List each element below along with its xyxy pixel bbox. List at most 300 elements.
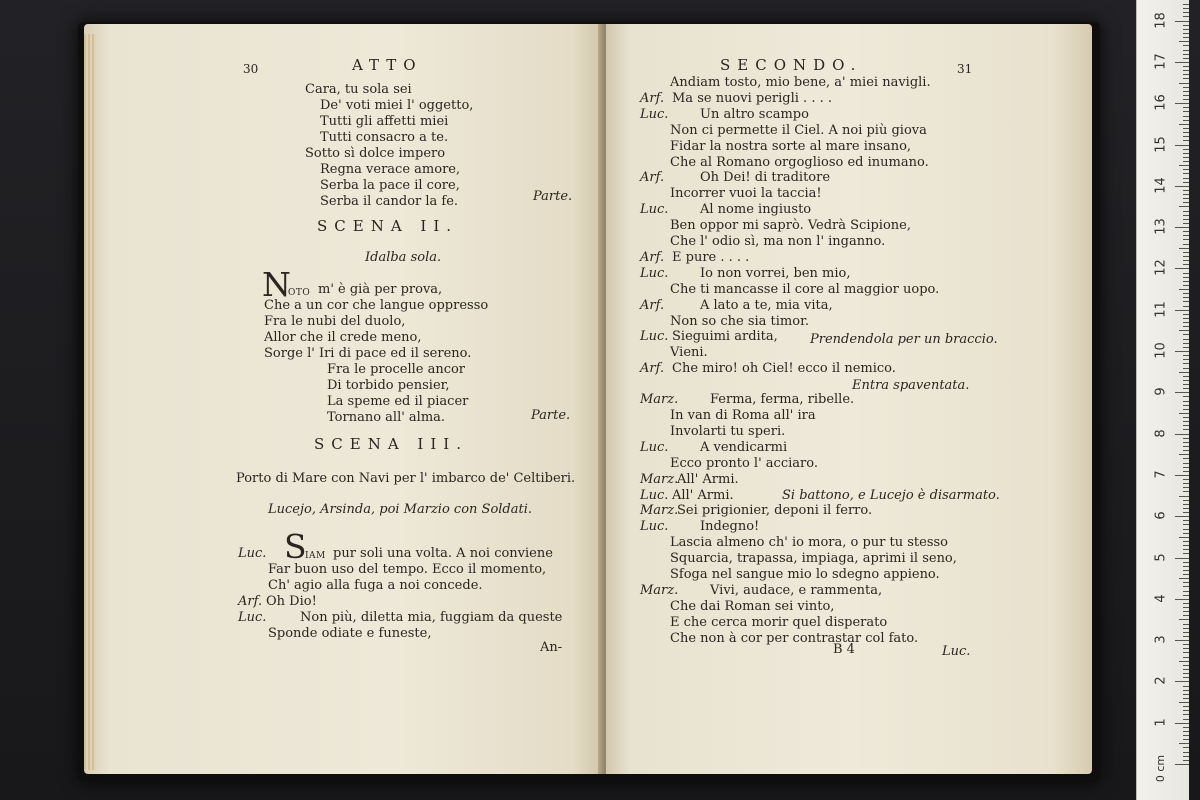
ruler-tick bbox=[1179, 83, 1189, 84]
ruler-tick bbox=[1183, 74, 1189, 75]
ruler-tick bbox=[1183, 334, 1189, 335]
ruler-number: 5 bbox=[1153, 552, 1169, 562]
ruler-tick bbox=[1183, 256, 1189, 257]
ruler-number: 10 bbox=[1153, 342, 1169, 359]
ruler-tick bbox=[1183, 504, 1189, 505]
verse-line: Fra le procelle ancor bbox=[327, 362, 466, 377]
ruler-tick bbox=[1183, 244, 1189, 245]
scene-heading: SCENA III. bbox=[314, 435, 468, 453]
dialogue-line: Non so che sia timor. bbox=[670, 313, 809, 329]
ruler-tick bbox=[1183, 4, 1189, 5]
dialogue-line: Indegno! bbox=[700, 519, 760, 535]
ruler-tick bbox=[1183, 491, 1189, 492]
ruler-tick bbox=[1183, 483, 1189, 484]
ruler-tick bbox=[1183, 235, 1189, 236]
dialogue-line: Far buon uso del tempo. Ecco il momento, bbox=[268, 562, 547, 577]
ruler-tick bbox=[1183, 347, 1189, 348]
ruler-tick bbox=[1183, 66, 1189, 67]
ruler-number: 16 bbox=[1153, 94, 1169, 111]
ruler-tick bbox=[1179, 537, 1189, 538]
ruler-tick bbox=[1183, 157, 1189, 158]
ruler-tick bbox=[1183, 698, 1189, 699]
dialogue-line: A lato a te, mia vita, bbox=[700, 297, 833, 313]
verse-line: Serba il candor la fe. bbox=[320, 194, 459, 209]
ruler-tick bbox=[1183, 450, 1189, 451]
ruler-tick bbox=[1179, 413, 1189, 414]
ruler-tick bbox=[1183, 223, 1189, 224]
dialogue-line: Fidar la nostra sorte al mare insano, bbox=[670, 138, 912, 154]
verse-line: Di torbido pensier, bbox=[327, 378, 450, 393]
ruler-tick bbox=[1183, 78, 1189, 79]
ruler-tick bbox=[1183, 91, 1189, 92]
ruler-tick bbox=[1175, 103, 1189, 104]
speaker-label: Marz. bbox=[640, 471, 679, 487]
ruler-tick bbox=[1175, 475, 1189, 476]
verse-line: Allor che il crede meno, bbox=[264, 330, 422, 345]
ruler-tick bbox=[1179, 743, 1189, 744]
dialogue-line: Involarti tu speri. bbox=[670, 423, 786, 439]
ruler-number: 6 bbox=[1153, 511, 1169, 520]
ruler-tick bbox=[1183, 731, 1189, 732]
speaker-label: Luc. bbox=[640, 519, 669, 535]
dialogue-line: Andiam tosto, mio bene, a' miei navigli. bbox=[670, 75, 931, 90]
dialogue-line: E che cerca morir quel disperato bbox=[670, 614, 888, 630]
ruler-number: 2 bbox=[1153, 676, 1169, 686]
ruler-tick bbox=[1183, 648, 1189, 649]
ruler-tick bbox=[1183, 198, 1189, 199]
ruler-tick bbox=[1179, 41, 1189, 42]
ruler-tick bbox=[1183, 318, 1189, 319]
speaker-label: Arf. bbox=[640, 249, 665, 265]
ruler-tick bbox=[1183, 54, 1189, 55]
ruler-tick bbox=[1183, 25, 1189, 26]
ruler-tick bbox=[1183, 529, 1189, 530]
ruler-tick bbox=[1183, 652, 1189, 653]
ruler-tick bbox=[1183, 665, 1189, 666]
ruler-tick bbox=[1183, 549, 1189, 550]
ruler-tick bbox=[1183, 553, 1189, 554]
exit-direction: Parte. bbox=[531, 408, 571, 423]
ruler-tick bbox=[1183, 8, 1189, 9]
verse-line: Regna verace amore, bbox=[320, 162, 461, 177]
verse-line: Che a un cor che langue oppresso bbox=[264, 298, 489, 313]
ruler-tick bbox=[1183, 756, 1189, 757]
ruler-tick bbox=[1183, 508, 1189, 509]
speaker-label: Luc. bbox=[238, 610, 267, 625]
dialogue-line: A vendicarmi bbox=[700, 439, 788, 455]
page-edges bbox=[84, 34, 96, 770]
ruler-tick bbox=[1183, 384, 1189, 385]
ruler-tick bbox=[1183, 128, 1189, 129]
verse-line: Cara, tu sola sei bbox=[305, 82, 412, 97]
ruler-tick bbox=[1183, 95, 1189, 96]
ruler-tick bbox=[1179, 372, 1189, 373]
ruler-tick bbox=[1183, 401, 1189, 402]
stage-direction: Si battono, e Lucejo è disarmato. bbox=[782, 488, 1000, 503]
ruler-tick bbox=[1183, 45, 1189, 46]
measuring-ruler bbox=[1136, 0, 1189, 800]
dialogue-line: Oh Dio! bbox=[266, 594, 317, 609]
small-caps-word: OTO bbox=[288, 288, 311, 298]
ruler-tick bbox=[1183, 607, 1189, 608]
ruler-tick bbox=[1183, 467, 1189, 468]
ruler-tick bbox=[1183, 632, 1189, 633]
ruler-tick bbox=[1183, 215, 1189, 216]
dialogue-line: Incorrer vuoi la taccia! bbox=[670, 186, 822, 202]
ruler-tick bbox=[1183, 281, 1189, 282]
ruler-tick bbox=[1183, 293, 1189, 294]
dialogue-line: Ben oppor mi saprò. Vedrà Scipione, bbox=[670, 218, 911, 234]
ruler-tick bbox=[1183, 463, 1189, 464]
ruler-number: 11 bbox=[1153, 300, 1169, 318]
verse-line: m' è già per prova, bbox=[318, 282, 443, 297]
speaker-label: Arf. bbox=[640, 170, 665, 186]
dialogue-line: Che non à cor per contrastar col fato. bbox=[670, 630, 919, 646]
speaker-label: Luc. bbox=[640, 265, 669, 281]
ruler-tick bbox=[1183, 611, 1189, 612]
ruler-tick bbox=[1183, 603, 1189, 604]
ruler-tick bbox=[1183, 33, 1189, 34]
dialogue-line: Che l' odio sì, ma non l' inganno. bbox=[670, 234, 886, 249]
ruler-tick bbox=[1183, 50, 1189, 51]
ruler-tick bbox=[1183, 301, 1189, 302]
ruler-tick bbox=[1183, 239, 1189, 240]
ruler-tick bbox=[1183, 417, 1189, 418]
ruler-tick bbox=[1179, 248, 1189, 249]
running-head-right: SECONDO. bbox=[720, 56, 863, 74]
dialogue-line: Vieni. bbox=[670, 345, 708, 361]
dialogue-line: Io non vorrei, ben mio, bbox=[700, 265, 851, 281]
ruler-tick bbox=[1175, 723, 1189, 724]
ruler-number: 14 bbox=[1153, 177, 1169, 194]
ruler-tick bbox=[1183, 12, 1189, 13]
ruler-tick bbox=[1183, 541, 1189, 542]
ruler-tick bbox=[1183, 297, 1189, 298]
ruler-number: 1 bbox=[1153, 718, 1169, 727]
ruler-tick bbox=[1183, 132, 1189, 133]
verse-line: De' voti miei l' oggetto, bbox=[320, 98, 474, 113]
dialogue-line: Che ti mancasse il core al maggior uopo. bbox=[670, 281, 940, 297]
ruler-tick bbox=[1179, 661, 1189, 662]
ruler-tick bbox=[1183, 566, 1189, 567]
dialogue-line: Sieguimi ardita, bbox=[672, 329, 778, 345]
catchword: Luc. bbox=[942, 644, 971, 659]
ruler-tick bbox=[1183, 624, 1189, 625]
ruler-tick bbox=[1179, 454, 1189, 455]
ruler-tick bbox=[1183, 429, 1189, 430]
ruler-tick bbox=[1175, 21, 1189, 22]
ruler-tick bbox=[1183, 570, 1189, 571]
speaker-label: Arf. bbox=[640, 361, 665, 377]
ruler-tick bbox=[1179, 496, 1189, 497]
ruler-number: 12 bbox=[1153, 259, 1169, 277]
ruler-tick bbox=[1183, 636, 1189, 637]
ruler-tick bbox=[1183, 219, 1189, 220]
ruler-tick bbox=[1183, 595, 1189, 596]
speaker-label: Marz. bbox=[640, 503, 679, 519]
ruler-tick bbox=[1183, 677, 1189, 678]
ruler-tick bbox=[1183, 37, 1189, 38]
stage-direction: Entra spaventata. bbox=[852, 378, 970, 393]
ruler-tick bbox=[1183, 178, 1189, 179]
ruler-tick bbox=[1183, 359, 1189, 360]
ruler-tick bbox=[1183, 153, 1189, 154]
dialogue-line: Lascia almeno ch' io mora, o pur tu stesso bbox=[670, 535, 948, 551]
ruler-tick bbox=[1183, 421, 1189, 422]
ruler-tick bbox=[1183, 574, 1189, 575]
ruler-tick bbox=[1175, 516, 1189, 517]
ruler-tick bbox=[1175, 268, 1189, 269]
ruler-tick bbox=[1183, 591, 1189, 592]
verse-line: Tornano all' alma. bbox=[327, 410, 446, 425]
ruler-tick bbox=[1183, 471, 1189, 472]
ruler-tick bbox=[1179, 206, 1189, 207]
speaker-label: Arf. bbox=[238, 594, 263, 609]
ruler-tick bbox=[1183, 533, 1189, 534]
ruler-tick bbox=[1183, 438, 1189, 439]
ruler-number: 8 bbox=[1153, 428, 1169, 438]
dialogue-line: Un altro scampo bbox=[700, 106, 809, 122]
speaker-label: Luc. bbox=[640, 329, 669, 345]
ruler-tick bbox=[1183, 264, 1189, 265]
dialogue-line: In van di Roma all' ira bbox=[670, 408, 816, 423]
ruler-tick bbox=[1183, 260, 1189, 261]
ruler-tick bbox=[1183, 479, 1189, 480]
page-number-left: 30 bbox=[243, 62, 259, 76]
ruler-tick bbox=[1183, 194, 1189, 195]
ruler-tick bbox=[1183, 686, 1189, 687]
dialogue-line: Sei prigionier, deponi il ferro. bbox=[677, 503, 873, 519]
ruler-tick bbox=[1183, 173, 1189, 174]
speaker-label: Luc. bbox=[640, 487, 669, 503]
speaker-label: Marz. bbox=[640, 392, 679, 408]
ruler-tick bbox=[1183, 339, 1189, 340]
printer-signature: B 4 bbox=[833, 642, 855, 657]
ruler-tick bbox=[1179, 619, 1189, 620]
ruler-tick bbox=[1183, 190, 1189, 191]
ruler-tick bbox=[1183, 752, 1189, 753]
ruler-tick bbox=[1183, 545, 1189, 546]
ruler-tick bbox=[1183, 714, 1189, 715]
ruler-tick bbox=[1183, 562, 1189, 563]
dialogue-line: Ferma, ferma, ribelle. bbox=[710, 392, 855, 408]
ruler-tick bbox=[1183, 169, 1189, 170]
ruler-tick bbox=[1183, 107, 1189, 108]
dialogue-line: E pure . . . . bbox=[672, 249, 750, 265]
ruler-tick bbox=[1183, 487, 1189, 488]
ruler-tick bbox=[1179, 578, 1189, 579]
ruler-tick bbox=[1175, 186, 1189, 187]
ruler-tick bbox=[1183, 273, 1189, 274]
ruler-tick bbox=[1179, 289, 1189, 290]
ruler-tick bbox=[1183, 442, 1189, 443]
stage-direction: Prendendola per un braccio. bbox=[810, 332, 998, 347]
dialogue-line: pur soli una volta. A noi conviene bbox=[333, 546, 553, 561]
ruler-tick bbox=[1183, 520, 1189, 521]
ruler-tick bbox=[1183, 644, 1189, 645]
speaker-label: Luc. bbox=[238, 546, 267, 561]
ruler-tick bbox=[1183, 99, 1189, 100]
ruler-tick bbox=[1183, 396, 1189, 397]
dialogue-line: Ecco pronto l' acciaro. bbox=[670, 455, 818, 471]
running-head-left: ATTO bbox=[352, 56, 423, 74]
ruler-tick bbox=[1183, 16, 1189, 17]
verse-line: Tutti consacro a te. bbox=[320, 130, 449, 145]
ruler-tick bbox=[1183, 116, 1189, 117]
ruler-tick bbox=[1183, 458, 1189, 459]
ruler-tick bbox=[1183, 446, 1189, 447]
ruler-tick bbox=[1175, 434, 1189, 435]
ruler-tick bbox=[1183, 87, 1189, 88]
ruler-tick bbox=[1183, 500, 1189, 501]
ruler-tick bbox=[1183, 368, 1189, 369]
ruler-tick bbox=[1179, 330, 1189, 331]
ruler-tick bbox=[1183, 231, 1189, 232]
speaker-label: Luc. bbox=[640, 202, 669, 218]
catchword: An- bbox=[540, 640, 563, 655]
ruler-tick bbox=[1183, 524, 1189, 525]
ruler-tick bbox=[1183, 161, 1189, 162]
scene-characters: Lucejo, Arsinda, poi Marzio con Soldati. bbox=[268, 502, 533, 517]
dialogue-line: Sponde odiate e funeste, bbox=[268, 626, 432, 641]
ruler-tick bbox=[1175, 764, 1189, 765]
dialogue-line: Ch' agio alla fuga a noi concede. bbox=[268, 578, 483, 593]
ruler-tick bbox=[1183, 727, 1189, 728]
ruler-tick bbox=[1183, 343, 1189, 344]
ruler-tick bbox=[1183, 380, 1189, 381]
dialogue-line: Vivi, audace, e rammenta, bbox=[710, 582, 883, 598]
dialogue-line: Sfoga nel sangue mio lo sdegno appieno. bbox=[670, 567, 940, 582]
ruler-number: 9 bbox=[1153, 387, 1169, 396]
verse-line: Sotto sì dolce impero bbox=[305, 146, 446, 161]
verse-line: Tutti gli affetti miei bbox=[320, 114, 449, 129]
ruler-tick bbox=[1175, 558, 1189, 559]
ruler-unit-label: 0 cm bbox=[1154, 754, 1168, 783]
ruler-tick bbox=[1183, 586, 1189, 587]
ruler-tick bbox=[1179, 165, 1189, 166]
ruler-tick bbox=[1175, 310, 1189, 311]
dialogue-line: Squarcia, trapassa, impiaga, aprimi il seno, bbox=[670, 551, 957, 567]
ruler-tick bbox=[1183, 252, 1189, 253]
ruler-tick bbox=[1183, 710, 1189, 711]
dialogue-line: Che miro! oh Ciel! ecco il nemico. bbox=[672, 361, 896, 377]
exit-direction: Parte. bbox=[533, 189, 573, 204]
ruler-tick bbox=[1175, 640, 1189, 641]
dialogue-line: Oh Dei! di traditore bbox=[700, 170, 831, 186]
speaker-label: Luc. bbox=[640, 106, 669, 122]
ruler-tick bbox=[1183, 615, 1189, 616]
ruler-tick bbox=[1183, 735, 1189, 736]
ruler-tick bbox=[1179, 124, 1189, 125]
ruler-tick bbox=[1183, 136, 1189, 137]
ruler-tick bbox=[1183, 277, 1189, 278]
ruler-tick bbox=[1183, 512, 1189, 513]
ruler-tick bbox=[1183, 29, 1189, 30]
ruler-tick bbox=[1183, 70, 1189, 71]
ruler-tick bbox=[1183, 202, 1189, 203]
scene-heading: SCENA II. bbox=[317, 217, 459, 235]
ruler-number: 4 bbox=[1153, 594, 1169, 603]
page-number-right: 31 bbox=[957, 62, 973, 76]
dialogue-line: All' Armi. bbox=[677, 471, 739, 487]
verse-line: La speme ed il piacer bbox=[327, 394, 469, 409]
ruler-number: 18 bbox=[1153, 11, 1169, 29]
ruler-tick bbox=[1183, 719, 1189, 720]
ruler-tick bbox=[1183, 425, 1189, 426]
ruler-tick bbox=[1183, 182, 1189, 183]
ruler-tick bbox=[1183, 760, 1189, 761]
ruler-tick bbox=[1183, 211, 1189, 212]
ruler-tick bbox=[1183, 706, 1189, 707]
small-caps-word: IAM bbox=[305, 551, 326, 561]
dialogue-line: Che al Romano orgoglioso ed inumano. bbox=[670, 154, 929, 170]
ruler-tick bbox=[1183, 747, 1189, 748]
ruler-tick bbox=[1183, 363, 1189, 364]
drop-cap: N bbox=[262, 265, 291, 304]
ruler-tick bbox=[1183, 405, 1189, 406]
ruler-tick bbox=[1175, 599, 1189, 600]
ruler-tick bbox=[1175, 145, 1189, 146]
ruler-tick bbox=[1183, 657, 1189, 658]
ruler-number: 3 bbox=[1153, 635, 1169, 644]
speaker-label: Marz. bbox=[640, 582, 679, 598]
ruler-tick bbox=[1175, 392, 1189, 393]
ruler-tick bbox=[1183, 120, 1189, 121]
ruler-number: 13 bbox=[1153, 218, 1169, 235]
ruler-tick bbox=[1183, 326, 1189, 327]
ruler-number: 17 bbox=[1153, 53, 1169, 70]
dialogue-line: Che dai Roman sei vinto, bbox=[670, 598, 835, 614]
drop-cap: S bbox=[284, 527, 307, 566]
verse-line: Serba la pace il core, bbox=[320, 178, 460, 193]
ruler-tick bbox=[1183, 314, 1189, 315]
verse-line: Fra le nubi del duolo, bbox=[264, 314, 406, 329]
scene-setting: Porto di Mare con Navi per l' imbarco de' Celtiberi. bbox=[236, 471, 576, 486]
ruler-tick bbox=[1183, 306, 1189, 307]
ruler-tick bbox=[1183, 285, 1189, 286]
ruler-tick bbox=[1183, 694, 1189, 695]
ruler-tick bbox=[1183, 58, 1189, 59]
dialogue-line: Non più, diletta mia, fuggiam da queste bbox=[300, 610, 563, 625]
dialogue-line: All' Armi. bbox=[672, 487, 734, 503]
ruler-tick bbox=[1183, 669, 1189, 670]
ruler-tick bbox=[1183, 149, 1189, 150]
ruler-tick bbox=[1183, 111, 1189, 112]
ruler-tick bbox=[1179, 702, 1189, 703]
ruler-tick bbox=[1183, 628, 1189, 629]
ruler-tick bbox=[1183, 409, 1189, 410]
dialogue-line: Al nome ingiusto bbox=[700, 202, 812, 218]
speaker-label: Arf. bbox=[640, 90, 665, 106]
ruler-tick bbox=[1183, 376, 1189, 377]
scene-characters: Idalba sola. bbox=[365, 250, 442, 265]
ruler-tick bbox=[1183, 582, 1189, 583]
dialogue-line: Non ci permette il Ciel. A noi più giova bbox=[670, 122, 927, 138]
dialogue-line: Ma se nuovi perigli . . . . bbox=[672, 90, 832, 106]
verse-line: Sorge l' Iri di pace ed il sereno. bbox=[264, 346, 472, 361]
ruler-tick bbox=[1183, 690, 1189, 691]
ruler-tick bbox=[1183, 140, 1189, 141]
ruler-tick bbox=[1183, 355, 1189, 356]
ruler-number: 15 bbox=[1153, 135, 1169, 153]
ruler-tick bbox=[1183, 739, 1189, 740]
ruler-number: 7 bbox=[1153, 470, 1169, 479]
ruler-tick bbox=[1175, 227, 1189, 228]
ruler-tick bbox=[1183, 673, 1189, 674]
ruler-tick bbox=[1175, 62, 1189, 63]
ruler-tick bbox=[1175, 681, 1189, 682]
ruler-tick bbox=[1183, 322, 1189, 323]
